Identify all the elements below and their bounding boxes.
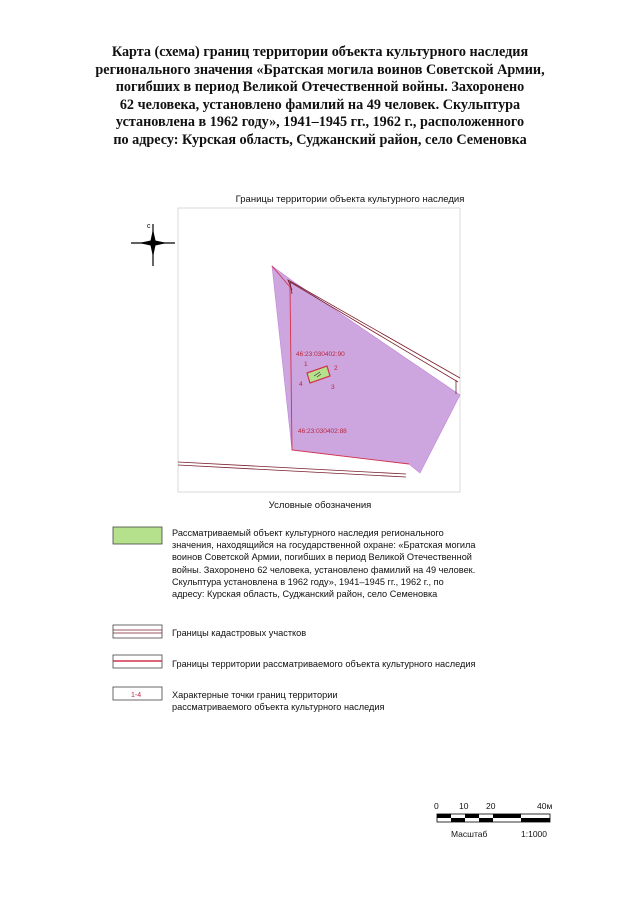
- compass-icon: [131, 224, 175, 266]
- legend-text-line: Рассматриваемый объект культурного наследия регионального: [172, 528, 444, 538]
- point-label-4: 4: [299, 381, 303, 388]
- legend-text-line: значения, находящийся на государственной охране: «Братская могила: [172, 540, 476, 551]
- legend-text-line: Скульптура установлена в 1962 году», 1941–1945 гг., 1962 г., по: [172, 576, 444, 587]
- legend-text-line: рассматриваемого объекта культурного наследия: [172, 702, 385, 713]
- map-heading: Границы территории объекта культурного наследия: [235, 194, 465, 205]
- legend-parcel-swatch: [113, 625, 162, 638]
- title-line: регионального значения «Братская могила воинов Советской Армии,: [95, 61, 545, 78]
- legend-text-line: войны. Захоронено 62 человека, установлено фамилий на 49 человек.: [172, 564, 476, 575]
- legend-object-swatch: [113, 527, 162, 544]
- legend-heading: Условные обозначения: [268, 500, 372, 511]
- legend-item-parcels: [172, 627, 306, 639]
- title-line: установлена в 1962 году», 1941–1945 гг., 1962 г., расположенного: [115, 114, 525, 130]
- legend-text-line: Характерные точки границ территории: [172, 690, 338, 700]
- scale-label: Масштаб: [451, 829, 488, 839]
- legend-points-swatch-label: 1-4: [131, 692, 142, 699]
- title-line: 62 человека, установлено фамилий на 49 человек. Скульптура: [119, 96, 521, 113]
- title-line: по адресу: Курская область, Суджанский район, село Семеновка: [113, 131, 527, 148]
- compass-north-label: с: [147, 223, 151, 230]
- title-line: погибших в период Великой Отечественной войны. Захоронено: [115, 79, 525, 95]
- legend-text-line: воинов Советской Армии, погибших в период Великой Отечественной: [172, 552, 472, 563]
- scale-tick-label: 40м: [537, 801, 553, 811]
- legend-territory-swatch: [113, 655, 162, 668]
- legend-item-territory: [172, 658, 476, 670]
- scale-tick-label: 0: [434, 801, 439, 811]
- legend-text-line: адресу: Курская область, Суджанский район, село Семеновка: [172, 589, 438, 600]
- legend-item-object: [172, 527, 528, 600]
- scale-tick-label: 20: [486, 801, 496, 811]
- legend-text-line: Границы кадастровых участков: [172, 628, 307, 638]
- point-label-3: 3: [331, 384, 335, 391]
- title-line: Карта (схема) границ территории объекта культурного наследия: [111, 44, 529, 60]
- legend-item-points: [172, 689, 385, 713]
- point-label-1: 1: [304, 361, 308, 368]
- scale-tick-label: 10: [459, 801, 469, 811]
- scale-bar: [437, 814, 550, 822]
- point-label-2: 2: [334, 365, 338, 372]
- parcel-label: 46:23:030402:90: [296, 351, 345, 358]
- legend-text-line: Границы территории рассматриваемого объекта культурного наследия: [172, 659, 476, 669]
- scale-ratio: 1:1000: [521, 829, 547, 839]
- parcel-label: 46:23:030402:88: [298, 428, 347, 435]
